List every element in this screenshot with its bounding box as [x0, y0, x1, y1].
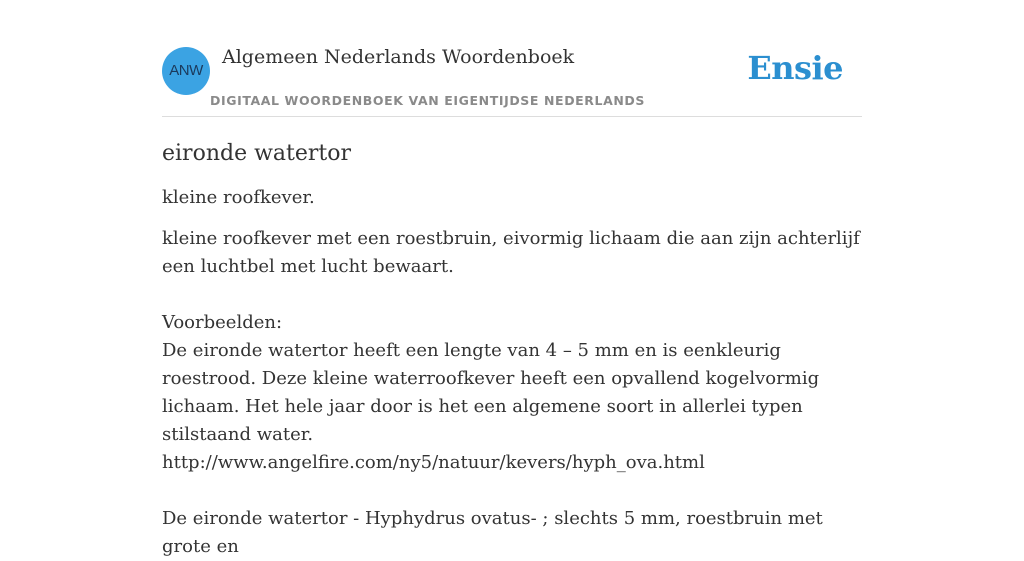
entry-term: eironde watertor — [162, 141, 352, 166]
site-subtitle: DIGITAAL WOORDENBOEK VAN EIGENTIJDSE NEDERLANDS — [210, 93, 646, 108]
examples-label: Voorbeelden: — [162, 312, 283, 333]
example-text: De eironde watertor - Hyphydrus ovatus- ; slechts 5 mm, roestbruin met grote en — [162, 508, 823, 557]
examples-section — [162, 281, 862, 561]
site-header — [162, 40, 862, 117]
example-text: De eironde watertor heeft een lengte van 4 – 5 mm en is eenkleurig roestrood. Deze kleine waterroofkever heeft een opvallend kogelvormig lichaam. Het hele jaar door is het een algemene soort in allerlei typen stilstaand water. — [162, 340, 820, 445]
anw-logo[interactable]: ANW — [162, 47, 210, 95]
site-title[interactable]: Algemeen Nederlands Woordenboek — [222, 46, 575, 68]
example-source-link[interactable]: http://www.angelfire.com/ny5/natuur/kevers/hyph_ova.html — [162, 452, 705, 473]
short-definition: kleine roofkever. — [162, 187, 315, 208]
ensie-brand-logo[interactable]: Ensie — [747, 49, 843, 87]
long-definition: kleine roofkever met een roestbruin, eivormig lichaam die aan zijn achterlijf een luchtbel met lucht bewaart. — [162, 228, 860, 277]
entry-content — [162, 138, 862, 561]
